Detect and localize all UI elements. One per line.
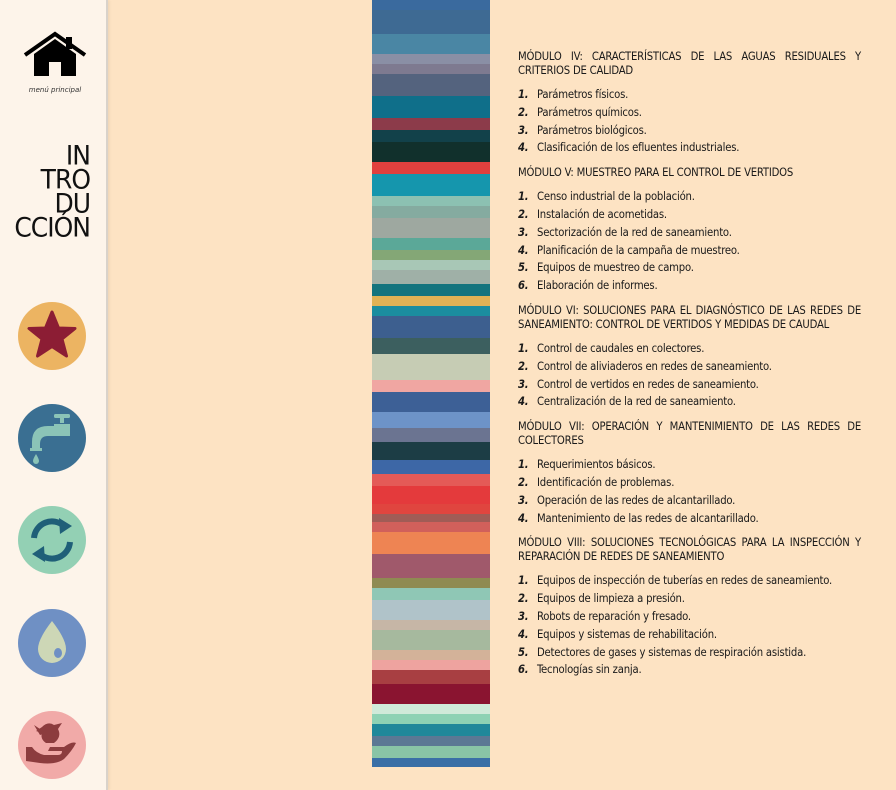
module-item[interactable]	[518, 86, 861, 104]
strip-band	[372, 316, 490, 338]
item-number: 3.	[518, 377, 529, 391]
strip-band	[372, 554, 490, 578]
strip-band	[372, 504, 490, 514]
module-title: MÓDULO VIII: SOLUCIONES TECNOLÓGICAS PARA LA INSPECCIÓN Y REPARACIÓN DE REDES DE SANEAMIENTO	[518, 536, 861, 564]
module-item[interactable]	[518, 376, 861, 394]
strip-band	[372, 474, 490, 486]
module-section	[518, 420, 861, 527]
item-text: Robots de reparación y fresado.	[537, 609, 691, 623]
item-number: 5.	[518, 645, 529, 659]
strip-band	[372, 460, 490, 474]
module-title: MÓDULO V: MUESTREO PARA EL CONTROL DE VERTIDOS	[518, 166, 794, 180]
item-number: 4.	[518, 243, 529, 257]
item-text: Equipos de limpieza a presión.	[537, 592, 685, 606]
strip-band	[372, 338, 490, 354]
item-text: Mantenimiento de las redes de alcantarillado.	[537, 511, 759, 525]
module-items	[518, 86, 861, 157]
strip-band	[372, 118, 490, 130]
strip-band	[372, 758, 490, 767]
drop-circle-button[interactable]	[18, 609, 86, 677]
item-text: Equipos y sistemas de rehabilitación.	[537, 627, 717, 641]
strip-band	[372, 588, 490, 600]
star-circle-button[interactable]	[18, 302, 86, 370]
strip-band	[372, 392, 490, 412]
drop-icon	[18, 609, 86, 677]
sidebar	[0, 0, 108, 790]
item-text: Tecnologías sin zanja.	[537, 663, 642, 677]
module-item[interactable]	[518, 393, 861, 411]
strip-band	[372, 34, 490, 54]
module-item[interactable]	[518, 644, 861, 662]
strip-band	[372, 270, 490, 284]
strip-band	[372, 174, 490, 196]
item-text: Sectorización de la red de saneamiento.	[537, 225, 732, 239]
item-number: 5.	[518, 261, 529, 275]
module-section	[518, 304, 861, 411]
module-items	[518, 456, 861, 527]
module-title: MÓDULO IV: CARACTERÍSTICAS DE LAS AGUAS RESIDUALES Y CRITERIOS DE CALIDAD	[518, 50, 861, 77]
faucet-icon	[18, 404, 86, 472]
module-items	[518, 340, 861, 411]
module-section	[518, 166, 861, 295]
strip-band	[372, 650, 490, 660]
module-item[interactable]	[518, 122, 861, 140]
recycle-circle-button[interactable]	[18, 506, 86, 574]
item-number: 4.	[518, 627, 529, 641]
strip-band	[372, 250, 490, 260]
module-section	[518, 536, 861, 679]
module-section	[518, 50, 861, 157]
strip-band	[372, 206, 490, 218]
strip-band	[372, 522, 490, 532]
module-item[interactable]	[518, 224, 861, 242]
item-text: Parámetros biológicos.	[537, 123, 647, 137]
module-item[interactable]	[518, 590, 861, 608]
strip-band	[372, 0, 490, 10]
hand-bird-circle-button[interactable]	[18, 711, 86, 779]
strip-band	[372, 142, 490, 162]
strip-band	[372, 380, 490, 392]
item-text: Parámetros físicos.	[537, 88, 629, 101]
item-number: 3.	[518, 609, 529, 623]
module-item[interactable]	[518, 474, 861, 492]
recycle-icon	[18, 506, 86, 574]
item-number: 6.	[518, 663, 529, 677]
item-number: 3.	[518, 123, 529, 137]
title-line: DU	[54, 187, 90, 220]
strip-band	[372, 670, 490, 684]
strip-band	[372, 54, 490, 64]
module-item[interactable]	[518, 242, 861, 260]
item-text: Control de aliviaderos en redes de saneamiento.	[537, 359, 772, 373]
module-item[interactable]	[518, 358, 861, 376]
modules-list	[518, 50, 861, 688]
strip-band	[372, 660, 490, 670]
strip-band	[372, 514, 490, 522]
item-text: Control de caudales en colectores.	[537, 341, 705, 355]
strip-band	[372, 600, 490, 620]
strip-band	[372, 630, 490, 650]
item-number: 2.	[518, 359, 529, 373]
module-title: MÓDULO VI: SOLUCIONES PARA EL DIAGNÓSTICO DE LAS REDES DE SANEAMIENTO: CONTROL DE VERTIDOS Y MEDIDAS DE CAUDAL	[518, 303, 861, 331]
strip-band	[372, 736, 490, 746]
home-button[interactable]	[22, 30, 88, 80]
item-number: 2.	[518, 475, 529, 489]
strip-band	[372, 162, 490, 174]
item-number: 1.	[518, 190, 529, 204]
strip-band	[372, 724, 490, 736]
item-number: 3.	[518, 225, 529, 239]
module-item[interactable]	[518, 608, 861, 626]
item-text: Censo industrial de la población.	[537, 190, 695, 204]
strip-band	[372, 704, 490, 714]
section-title	[14, 139, 90, 244]
item-text: Instalación de acometidas.	[537, 207, 667, 221]
item-number: 1.	[518, 341, 529, 355]
module-items	[518, 572, 861, 679]
color-strip	[372, 0, 490, 790]
strip-band	[372, 412, 490, 428]
module-item[interactable]	[518, 510, 861, 528]
strip-band	[372, 196, 490, 206]
item-text: Planificación de la campaña de muestreo.	[537, 243, 740, 257]
module-item[interactable]	[518, 492, 861, 510]
module-item[interactable]	[518, 626, 861, 644]
strip-band	[372, 64, 490, 74]
star-icon	[18, 302, 86, 370]
home-label[interactable]: menú principal	[28, 86, 82, 94]
item-number: 1.	[518, 458, 529, 472]
strip-band	[372, 354, 490, 380]
item-text: Identificación de problemas.	[537, 475, 675, 489]
item-number: 4.	[518, 395, 529, 409]
strip-band	[372, 620, 490, 630]
module-item[interactable]	[518, 277, 861, 295]
strip-band	[372, 296, 490, 306]
strip-band	[372, 578, 490, 588]
item-number: 4.	[518, 141, 529, 155]
item-text: Requerimientos básicos.	[537, 458, 656, 472]
hand-bird-icon	[18, 711, 86, 779]
strip-band	[372, 306, 490, 316]
item-text: Equipos de muestreo de campo.	[537, 261, 694, 275]
item-text: Elaboración de informes.	[537, 279, 658, 293]
strip-band	[372, 260, 490, 270]
item-number: 4.	[518, 511, 529, 525]
module-item[interactable]	[518, 259, 861, 277]
module-item[interactable]	[518, 104, 861, 122]
module-item[interactable]	[518, 206, 861, 224]
faucet-circle-button[interactable]	[18, 404, 86, 472]
strip-band	[372, 486, 490, 504]
strip-band	[372, 746, 490, 758]
module-item[interactable]	[518, 340, 861, 358]
title-line: CCIÓN	[14, 211, 90, 244]
strip-band	[372, 74, 490, 96]
strip-band	[372, 218, 490, 238]
strip-band	[372, 96, 490, 118]
module-item[interactable]	[518, 661, 861, 679]
strip-band	[372, 684, 490, 704]
module-items	[518, 188, 861, 295]
item-number: 3.	[518, 493, 529, 507]
strip-band	[372, 130, 490, 142]
item-text: Operación de las redes de alcantarillado.	[537, 493, 736, 507]
home-icon	[22, 30, 88, 80]
item-text: Clasificación de los efluentes industriales.	[537, 141, 740, 155]
strip-band	[372, 428, 490, 442]
module-item[interactable]	[518, 188, 861, 206]
module-item[interactable]	[518, 572, 861, 590]
strip-band	[372, 442, 490, 460]
item-text: Centralización de la red de saneamiento.	[537, 395, 736, 409]
item-number: 2.	[518, 207, 529, 221]
item-number: 1.	[518, 88, 529, 101]
title-line: IN	[65, 139, 90, 172]
strip-band	[372, 714, 490, 724]
title-line: TRO	[40, 163, 90, 196]
item-text: Detectores de gases y sistemas de respiración asistida.	[537, 645, 807, 659]
item-number: 6.	[518, 279, 529, 293]
strip-band	[372, 532, 490, 554]
item-number: 2.	[518, 105, 529, 119]
module-title: MÓDULO VII: OPERACIÓN Y MANTENIMIENTO DE LAS REDES DE COLECTORES	[518, 420, 861, 448]
item-number: 2.	[518, 592, 529, 606]
item-text: Equipos de inspección de tuberías en redes de saneamiento.	[537, 574, 833, 588]
item-text: Control de vertidos en redes de saneamiento.	[537, 377, 759, 391]
module-item[interactable]	[518, 139, 861, 157]
item-text: Parámetros químicos.	[537, 105, 642, 119]
item-number: 1.	[518, 574, 529, 588]
module-item[interactable]	[518, 456, 861, 474]
strip-band	[372, 284, 490, 296]
strip-band	[372, 10, 490, 34]
strip-band	[372, 238, 490, 250]
